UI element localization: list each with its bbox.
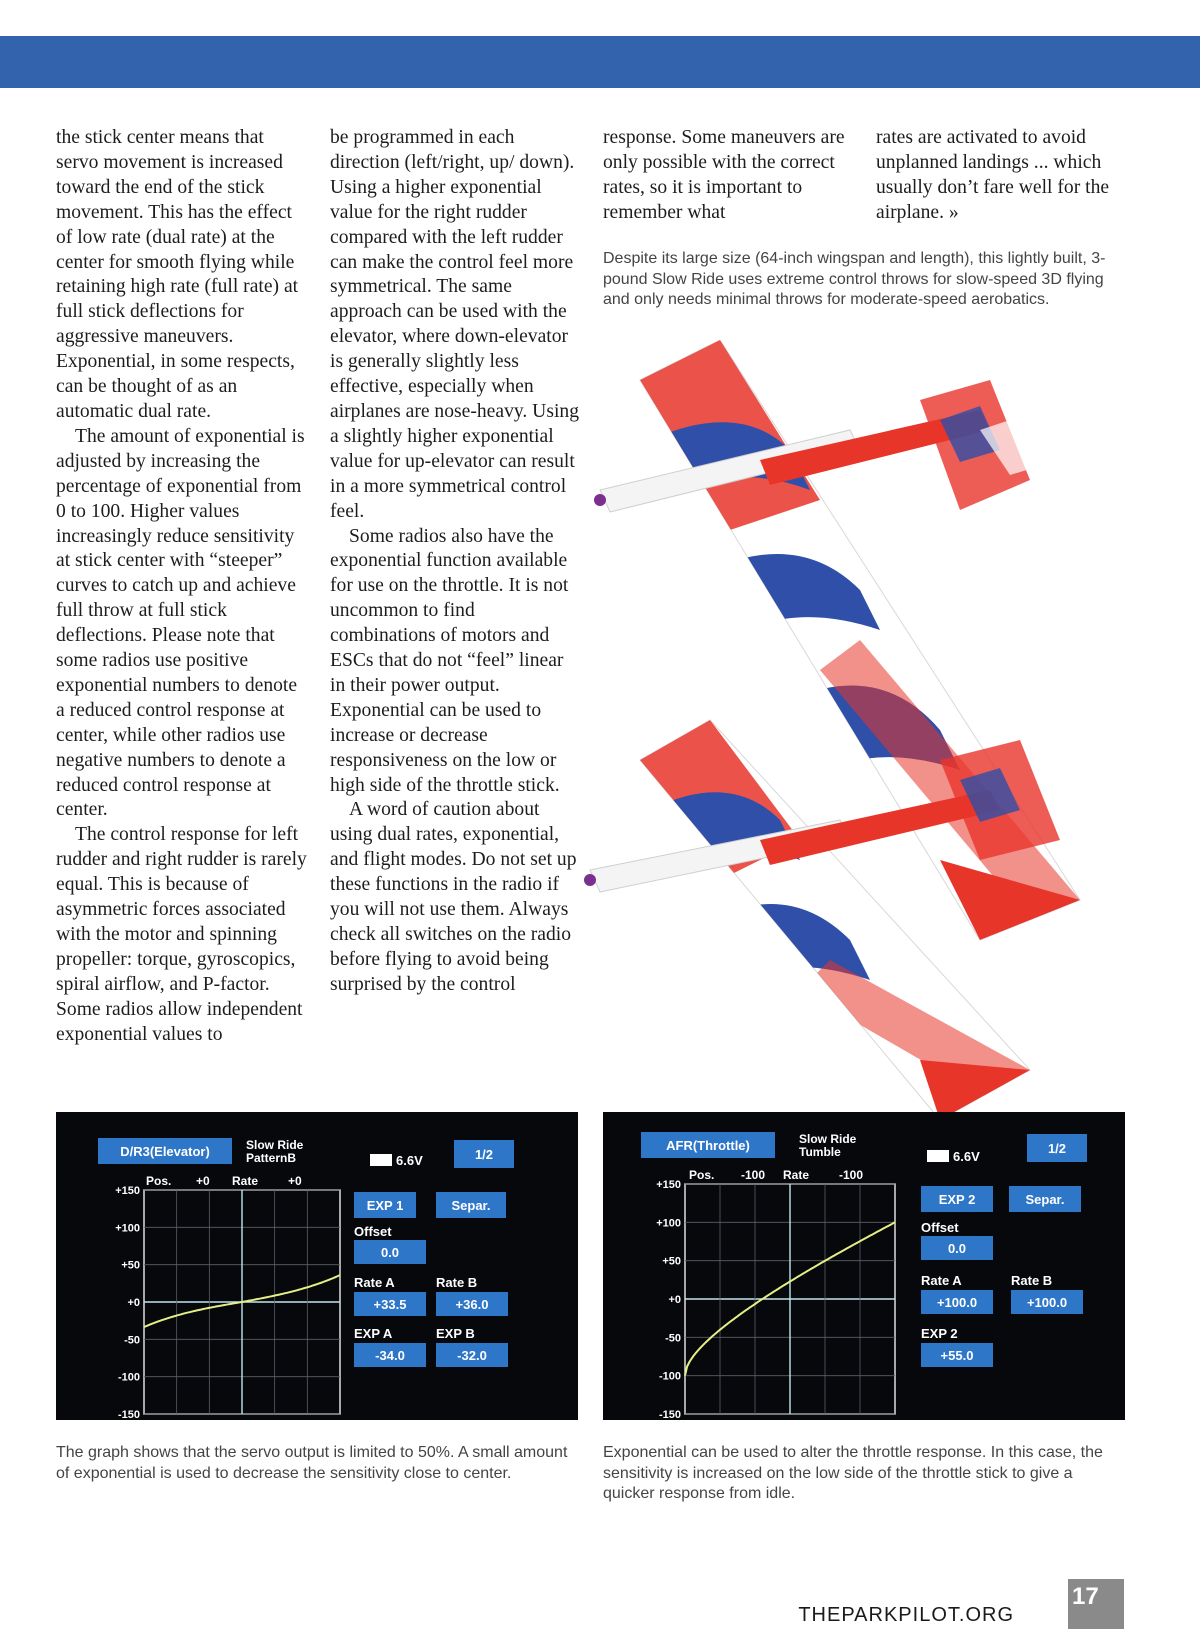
screen-caption-right: Exponential can be used to alter the throttle response. In this case, the sensitivity is increased on the low side of the throttle stick to give a quicker response from idle. bbox=[603, 1444, 1103, 1502]
offset-label: Offset bbox=[354, 1224, 392, 1239]
y-tick-label: +50 bbox=[121, 1259, 140, 1272]
y-tick-label: -150 bbox=[117, 1409, 140, 1420]
y-tick-label: +0 bbox=[127, 1297, 140, 1309]
rate-a-label: Rate A bbox=[354, 1275, 395, 1290]
y-tick-label: -50 bbox=[665, 1332, 681, 1345]
rate-b-label: Rate B bbox=[436, 1275, 478, 1290]
y-tick-label: +150 bbox=[656, 1179, 681, 1191]
exp1-button-label: EXP 1 bbox=[366, 1198, 404, 1213]
transmitter-screen-throttle bbox=[603, 1112, 1125, 1420]
airplane-photo bbox=[560, 340, 1200, 1120]
rate-b-value: +100.0 bbox=[1026, 1295, 1068, 1310]
rate-a-value: +33.5 bbox=[373, 1297, 407, 1312]
model-name-line2: PatternB bbox=[246, 1151, 297, 1165]
paragraph: The control response for left rudder and right rudder is rarely equal. This is because of asymmetric forces associated with the motor and spinning propeller: torque, gyroscopics, spiral airflow, and P-factor. Some radios allow independent exponential values to bbox=[56, 824, 307, 1045]
paragraph: The amount of exponential is adjusted by increasing the percentage of exponential from 0 to 100. Higher values increasingly reduce sensitivity at stick center with “steeper” curves to catch up and achieve full throw at full stick deflections. Please note that some radios use positive exponential numbers to denote a reduced control response at center, while other radios use negative numbers to denote a reduced control response at center. bbox=[56, 425, 305, 821]
photo-caption: Despite its large size (64-inch wingspan and length), this lightly built, 3-pound Slow Ride uses extreme control throws for slow-speed 3D flying and only needs minimal throws for moderate-speed aerobatics. bbox=[603, 250, 1106, 308]
paragraph: the stick center means that servo movement is increased toward the end of the stick movement. This has the effect of low rate (dual rate) at the center for smooth flying while retaining high rate (full rate) at full stick deflections for aggressive maneuvers. Exponential, in some respects, can be thought of as an automatic dual rate. bbox=[56, 127, 299, 422]
rate-value: +0 bbox=[288, 1174, 302, 1188]
model-name-line1: Slow Ride bbox=[246, 1138, 304, 1152]
paragraph: A word of caution about using dual rates, exponential, and flight modes. Do not set up these functions in the radio if you will not use them. Always check all switches on the radio before flying to avoid being surprised by the control bbox=[330, 799, 577, 995]
model-name-line1: Slow Ride bbox=[799, 1132, 857, 1146]
y-tick-label: +100 bbox=[656, 1217, 681, 1230]
article-column-4 bbox=[876, 126, 1136, 226]
offset-label: Offset bbox=[921, 1220, 959, 1235]
article-column-2 bbox=[330, 126, 582, 998]
separ-button-label: Separ. bbox=[451, 1198, 491, 1213]
y-tick-label: +100 bbox=[115, 1222, 140, 1235]
pos-label: Pos. bbox=[146, 1174, 172, 1188]
rate-value: -100 bbox=[839, 1168, 864, 1182]
article-column-1 bbox=[56, 126, 308, 1048]
exp-b-value: -32.0 bbox=[457, 1348, 487, 1363]
screen-title: D/R3(Elevator) bbox=[120, 1144, 210, 1159]
paragraph: Some radios also have the exponential function available for use on the throttle. It is not uncommon to find combinations of motors and ESCs that do not “feel” linear in their power output. Exponential can be used to increase or decrease responsiveness on the low or high side of the throttle stick. bbox=[330, 525, 569, 796]
separ-button-label: Separ. bbox=[1025, 1192, 1065, 1207]
page-indicator: 1/2 bbox=[1047, 1141, 1067, 1156]
model-name-line2: Tumble bbox=[799, 1145, 841, 1159]
y-tick-label: -150 bbox=[658, 1409, 681, 1420]
transmitter-screen-elevator bbox=[56, 1112, 578, 1420]
rate-b-label: Rate B bbox=[1011, 1273, 1053, 1288]
y-tick-label: +50 bbox=[662, 1255, 681, 1268]
rate-a-value: +100.0 bbox=[936, 1295, 978, 1310]
rate-b-value: +36.0 bbox=[455, 1297, 489, 1312]
y-tick-label: +0 bbox=[668, 1294, 681, 1306]
offset-value: 0.0 bbox=[380, 1245, 400, 1260]
pos-value: -100 bbox=[741, 1168, 766, 1182]
exp-b-label: EXP B bbox=[436, 1326, 475, 1341]
exp-value: +55.0 bbox=[940, 1348, 974, 1363]
paragraph: be programmed in each direction (left/right, up/ down). Using a higher exponential value for the right rudder compared with the left rudder can make the control feel more symmetrical. The same approach can be used with the elevator, where down-elevator is generally slightly less effective, especially when airplanes are nose-heavy. Using a slightly higher exponential value for up-elevator can result in a more symmetrical control feel. bbox=[330, 127, 579, 522]
page-number: 17 bbox=[1068, 1579, 1124, 1629]
paragraph: response. Some maneuvers are only possible with the correct rates, so it is important to remember what bbox=[603, 127, 845, 223]
screen-title: AFR(Throttle) bbox=[666, 1138, 750, 1153]
exp-a-value: -34.0 bbox=[375, 1348, 405, 1363]
rate-label: Rate bbox=[232, 1174, 259, 1188]
battery-icon bbox=[927, 1150, 949, 1162]
rate-a-label: Rate A bbox=[921, 1273, 962, 1288]
pos-label: Pos. bbox=[689, 1168, 715, 1182]
y-tick-label: -100 bbox=[117, 1371, 140, 1384]
article-column-3 bbox=[603, 126, 855, 226]
y-tick-label: -100 bbox=[658, 1370, 681, 1383]
battery-voltage: 6.6V bbox=[953, 1149, 980, 1164]
exp-a-label: EXP A bbox=[354, 1326, 393, 1341]
rate-label: Rate bbox=[783, 1168, 810, 1182]
paragraph: rates are activated to avoid unplanned landings ... which usually don’t fare well for the airplane. » bbox=[876, 127, 1110, 223]
site-url: THEPARKPILOT.ORG bbox=[798, 1604, 1014, 1626]
screen-caption-left: The graph shows that the servo output is limited to 50%. A small amount of exponential is used to decrease the sensitivity close to center. bbox=[56, 1444, 568, 1482]
y-tick-label: -50 bbox=[124, 1334, 140, 1347]
y-tick-label: +150 bbox=[115, 1185, 140, 1197]
exp-label: EXP 2 bbox=[921, 1326, 958, 1341]
battery-voltage: 6.6V bbox=[396, 1153, 423, 1168]
page-indicator: 1/2 bbox=[474, 1147, 494, 1162]
header-band bbox=[0, 36, 1200, 88]
pos-value: +0 bbox=[196, 1174, 210, 1188]
exp2-button-label: EXP 2 bbox=[938, 1192, 976, 1207]
battery-icon bbox=[370, 1154, 392, 1166]
offset-value: 0.0 bbox=[947, 1241, 967, 1256]
